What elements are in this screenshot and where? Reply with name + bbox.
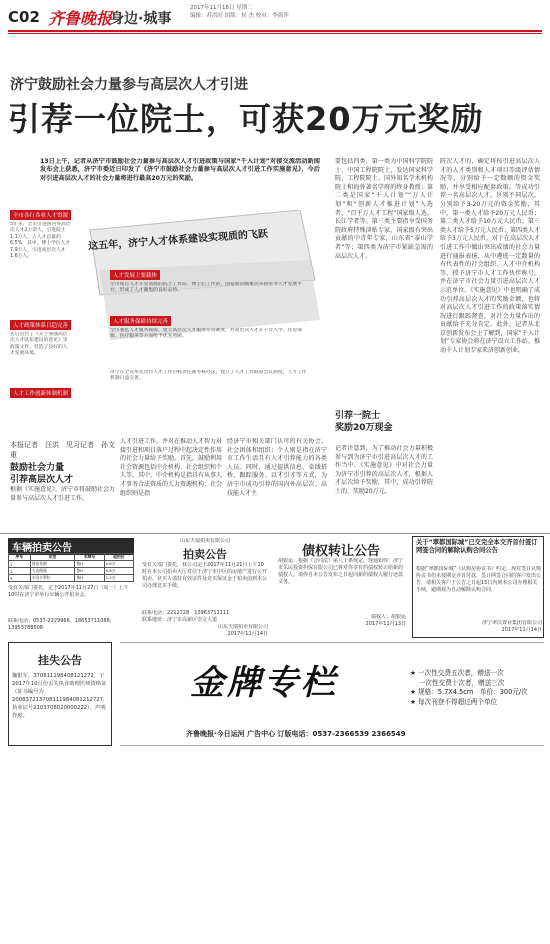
gold-item: 一次性交费十次者，赠送三次 [410,678,505,687]
gold-item: ★ 一次性交费五次者，赠送一次 [410,669,504,677]
info-box1-title: 全市各行各业人才资源 [10,210,71,220]
header-editors: 编辑：苏洪旺 组版：侯 杰 校对：李海萍 [190,13,289,19]
table-cell: 大众朗逸 [30,568,75,575]
col5-text: 院次人才的，确定将按引进高层次人才的人才类别和人才项目等级评估情况等，分别给予一定数额的资金奖励，并享受相应配套政策。等成功引荐一名高层次人才，区别不同层次，分别给予3-20万元的资金奖励，其中，第一类人才给予20万元人民币；第二类人才给予10万元人民币；第三类人才给予5万元人民币；第四类人才给予3万元人民币，对于在高层次人才引进工作中做出突出成绩的社会力量进行通报表扬，从中遴选一定数量的有代表性的社会组织、人才中介机构等，授予济宁市人才工作伙伴称号，并在济宁市社会力量引进高层次人才示范单位。《实施意见》中也明确了成功引荐高层次人才的奖励金额，也将对高层次人才引进工作的政策落实情况进行跟踪督查，对社会力量作出的贡献给予充分肯定。此外，记者从北京创新发布会上了解到，国家“千人计划”专家协会将在济宁设立工作站，推动千人计划专家来济创新创业。 [440,158,540,355]
notice-sign: 济宁翠沃置业集团有限公司 2017年11月14日 [481,620,542,633]
table-cell: 丰田卡罗拉 [30,575,75,582]
auction-contact: 联系电话：2212728 13963711111 联系地址：济宁市高新区崇文大道 [142,610,230,623]
auction-text: 受有关部门委托，我公司定于2017年11月21日上午10时在本公司拍卖大厅对位于济宁市中区的房地产进行公开拍卖。竞买人请持有效证件及竞买保证金于拍卖前到本公司办理竞买手续。 [142,562,268,589]
article-byline: 本报记者 汪洪 见习记者 孙文重 [10,441,115,459]
car-auction-text: 受有关部门委托，定于2017年11月27日（周一）上午10时在济宁市举行车辆公开拍卖会。 [8,585,129,598]
auction-title: 拍卖公告 [183,548,227,561]
col3-text: 经济宁市相关部门认可的有关协会、社会团体和组织；个人则是指在济宁市工作生活且有人才引荐能力的各类人员。同时，通过提供信息、牵线搭桥、跟踪服务、以才引才等方式，为济宁市成功引荐的国内外高层次、高技能人才主 [227,438,327,497]
article-subtitle: 济宁鼓励社会力量参与高层次人才引进 [10,77,248,93]
table-header: 车型 [30,554,75,561]
table-cell: 1 [9,561,31,568]
infographic [10,200,322,422]
debt-sign: 债权人：胡银运 2017年11月13日 [365,614,406,627]
car-auction-contact: 联系电话：0537-2229966，18653711088，13953788508 [8,618,115,631]
table-cell: 鲁H [75,575,104,582]
col1-subhead: 鼓励社会力量 引荐高层次人才 [10,463,74,485]
notice-text: 根据“翠都国际城”《认购房协议书》约定，现对签订认购协议书但未按期交齐首付款、签订网签合同的客户发出公告，请相关客户于公告之日起15日内到本公司办理相关手续，逾期视为自动解除认购合同。 [416,566,542,593]
info-box2-title: 人才发展主要载体 [110,270,160,280]
table-cell: 2 [9,568,31,575]
table-header: 序号 [9,554,31,561]
table-row [9,554,134,561]
table-cell: 1.2万 [104,575,133,582]
car-auction-title: 车辆拍卖公告 [8,538,134,555]
col1-text: 根据《实施意见》，济宁市将鼓励社会力量参与高层次人才引进工作。 [10,486,115,502]
ad-divider [0,533,550,534]
info-box4-title: 人才服务保障持续完善 [110,316,171,326]
table-cell: 3 [9,575,31,582]
table-header: 起拍价 [104,554,133,561]
header-rule [8,30,542,32]
gold-column-footer: 齐鲁晚报·今日运河 广告中心 订版电话：0537-2366539 2366549 [186,730,406,738]
header-date: 2017年11月16日 星期二 [190,5,253,11]
table-cell: 鲁H [75,561,104,568]
col4b-text: 记者注意到，为了推动社会力量积极参与到为济宁市引进高层次人才的工作当中，《实施意见》中对社会力量为济宁市引荐的高层次人才，根据人才层次给予奖励，其中，成功引荐院士的，奖励20万元。 [335,445,433,495]
notice-title: 关于“翠都国际城”已交完全本交齐首付签订网签合同的解除认购合同公告 [416,539,538,554]
car-auction-table [8,553,134,582]
debt-title: 债权转让公告 [301,544,380,559]
page-number: C02 [8,8,40,26]
table-row [9,561,134,568]
auction-company: 山东天瑞拍卖有限公司 [179,538,230,544]
info-box5-text: 济宁在全省率先出台人才工作目标责任制考核办法，建立了人才工作联席会议制度，人才工作机制日益完善。 [110,370,307,382]
col2-text: 人才引进工作，并对在推动人才智力对接引进和项目落户过程中起决定性作用的社会力量给予奖励。首先，鼓励利用社会资源包括中介机构、社会组织和个人等。其中，中介机构是指具有从事人才事务合法资质的人力资源机构；社会组织则是指 [120,438,222,497]
article-headline: 引荐一位院士，可获20万元奖励 [8,100,484,138]
info-box3-text: 先后出台了《关于加强高层次人才队伍建设的意见》等政策文件，营造了良好的人才发展环境。 [10,332,68,357]
gold-item: ★ 规格：5.7X4.5cm 单价：300元/次 [410,688,528,697]
info-box4-text: 全市强化人才服务保障，建立高层次人才服务专员制度，对高层次人才在子女入学、住房保障、医疗服务等方面给予优先照顾。 [110,328,302,340]
gold-column-title: 金牌专栏 [190,663,338,703]
table-cell: 0.6万 [104,561,133,568]
section-title: 身边·城事 [110,11,172,27]
col4-text: 要包括四类，第一类为中国科学院院士、中国工程院院士、发达国家科学院、工程院院士、国外知名学术机构院士和海外著名学府的终身教授；第二类是国家“千人计划”“万人计划”和“创新人才推进计划”入选者，“百千万人才工程”国家级人选，长江学者等。第三类主要指享受国务院政府特殊津贴专家，国家级有突出贡献的中青年专家，山东省“泰山学者”等；第四类为济宁市紧缺急需的高层次人才。 [335,158,433,260]
gold-item: ★ 每次刊登不得超过两个单位 [410,697,498,706]
infographic-slogan: 这五年，济宁人才体系建设实现质的飞跃 [87,228,269,253]
info-box5-title: 人才工作创新体制机制 [10,388,71,398]
header-rule-thin [8,33,542,34]
col4-subhead: 引荐一院士 奖励20万现金 [335,411,393,433]
info-box2-text: 全市现有人才开发领域的院士工作站、博士后工作站、国家和省级重点实验室等人才发展平台，形成了人才聚集的良好态势。 [110,282,302,294]
newspaper-logo: 齐鲁晚报 [48,9,113,28]
article-intro: 13日上午，记者从济宁市鼓励社会力量参与高层次人才引进政策与国家“千人计划”对接交流活动新闻发布会上获悉，济宁市委近日印发了《济宁市鼓励社会力量参与高层次人才引进工作实施意见》，今后对引进高层次人才的社会力量将进行最高20万元的奖励。 [40,158,320,182]
gold-column-list [410,669,528,707]
lost-text: 魏银军，370811198408121272，于2017年10月份丢失执业助理医师资格证（证书编号为200837213708111984081212727，执业证号2103708020000222），声明作废。 [12,673,108,719]
table-row [9,575,134,582]
table-row [9,568,134,575]
auction-sign: 山东天瑞拍卖有限公司 2017年11月14日 [217,624,268,637]
table-cell: 别克英朗 [30,561,75,568]
table-cell: 鲁H [75,568,104,575]
info-box1-text: 5年来，全市引进国内外高层次人才2万余人，引进院士1.1万人，占人才总量的6.5%，其中，博士学位人才7.9万人，引进高层次人才1.6万人。 [10,222,71,260]
table-cell: 0.8万 [104,568,133,575]
header-meta [190,4,390,20]
info-box3-title: 人才政策体系日趋完善 [10,320,71,330]
lost-title: 挂失公告 [38,654,82,667]
gold-column-box [120,642,544,746]
table-header: 车牌号 [75,554,104,561]
debt-text: 胡银运：根据《合同法》第八十条规定，现通知你：济宁市乐民投资担保有限公司已将对你享有的债权转让给新的债权人，请你自本公告发布之日起向新的债权人履行还款义务。 [278,558,404,585]
